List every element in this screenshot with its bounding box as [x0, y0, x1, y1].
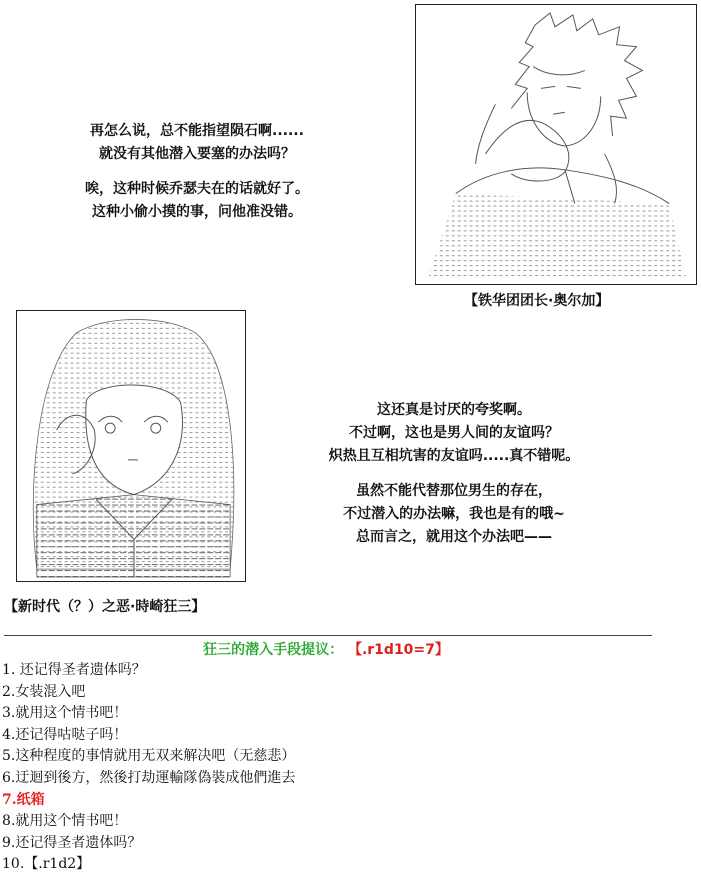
kurumi-caption: 【新时代（？）之恶·時崎狂三】	[4, 599, 206, 615]
kurumi-portrait-frame	[16, 310, 246, 582]
poll-roll-result: 【.r1d10=7】	[347, 642, 449, 658]
poll-option: 4.还记得咕哒子吗！	[2, 726, 128, 743]
dialogue-line: 总而言之，就用这个办法吧——	[356, 529, 552, 545]
kurumi-ascii-art	[17, 311, 245, 581]
orga-dialogue	[62, 120, 332, 224]
poll-option: 2.女装混入吧	[2, 683, 86, 700]
poll-option: 10.【.r1d2】	[2, 856, 91, 873]
dialogue-line: 就没有其他潜入要塞的办法吗？	[99, 146, 295, 162]
kurumi-dialogue	[290, 399, 618, 549]
dialogue-line: 虽然不能代替那位男生的存在，	[356, 483, 552, 499]
section-divider	[4, 635, 652, 636]
dialogue-line: 不过啊，这也是男人间的友谊吗？	[349, 425, 559, 441]
poll-option: 6.迂迴到後方，然後打劫運輸隊偽裝成他們進去	[2, 769, 296, 786]
dialogue-line: 这种小偷小摸的事，问他准没错。	[92, 204, 302, 220]
poll-option: 3.就用这个情书吧！	[2, 705, 128, 722]
orga-portrait-frame	[415, 4, 697, 285]
poll-title-text: 狂三的潜入手段提议：	[203, 642, 344, 658]
poll-options	[2, 660, 295, 876]
poll-option: 1. 还记得圣者遗体吗？	[2, 662, 146, 678]
poll-title	[0, 639, 652, 659]
orga-caption: 【铁华团团长·奥尔加】	[464, 293, 610, 309]
poll-option: 8.就用这个情书吧！	[2, 813, 128, 830]
poll-option-selected: 7.纸箱	[2, 791, 45, 808]
dialogue-line: 这还真是讨厌的夸奖啊。	[377, 402, 531, 418]
dialogue-line: 不过潜入的办法嘛，我也是有的哦~	[343, 506, 565, 522]
dialogue-line: 炽热且互相坑害的友谊吗.....真不错呢。	[328, 448, 580, 464]
poll-option: 5.这种程度的事情就用无双来解决吧（无慈悲）	[2, 748, 296, 765]
dialogue-line: 唉，这种时候乔瑟夫在的话就好了。	[85, 181, 309, 197]
orga-ascii-art	[416, 5, 696, 284]
poll-option: 9.还记得圣者遗体吗？	[2, 834, 142, 851]
dialogue-line: 再怎么说，总不能指望陨石啊......	[90, 123, 304, 139]
